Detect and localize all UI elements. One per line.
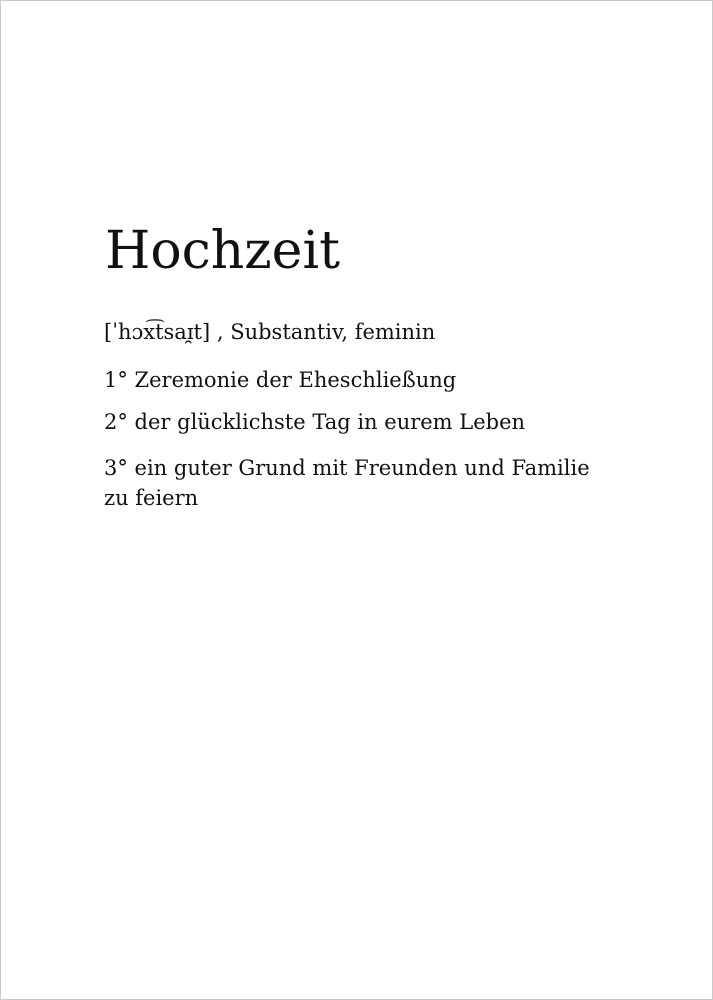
definition-3-line-2: zu feiern — [104, 486, 199, 510]
pronunciation-line: [ˈhɔx͡tsaɪ̯t] , Substantiv, feminin — [104, 320, 436, 344]
definition-1: 1° Zeremonie der Eheschließung — [104, 368, 457, 392]
definition-2: 2° der glücklichste Tag in eurem Leben — [104, 410, 526, 434]
definition-3 — [104, 453, 590, 513]
headword: Hochzeit — [105, 221, 340, 281]
definition-3-line-1: 3° ein guter Grund mit Freunden und Familie — [104, 456, 590, 480]
